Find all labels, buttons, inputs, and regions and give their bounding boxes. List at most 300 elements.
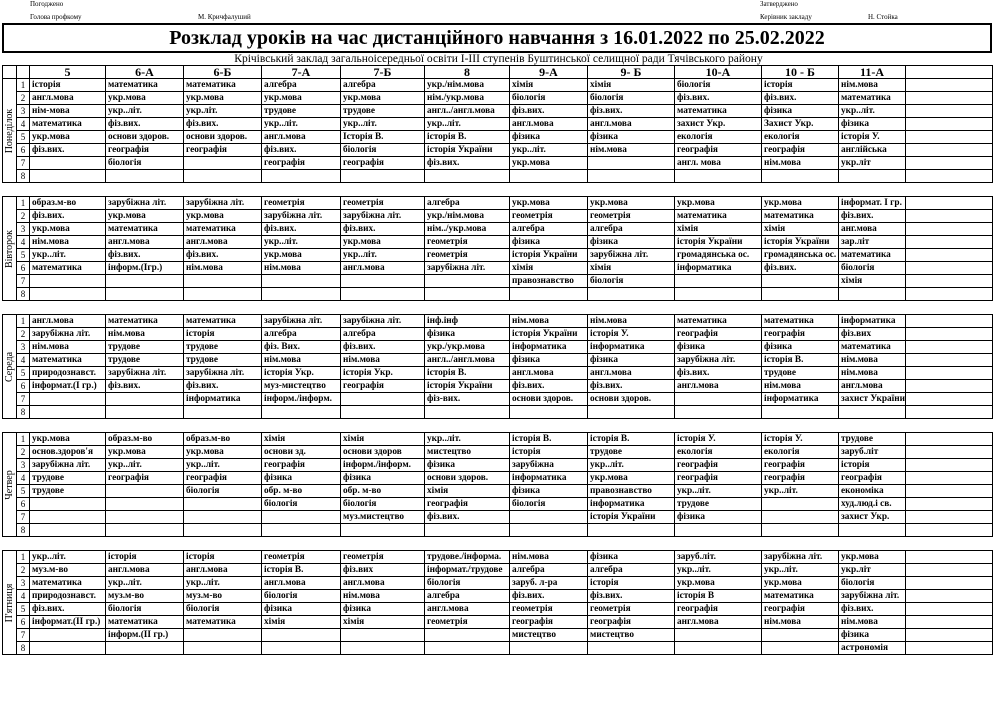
lesson-cell: хімія bbox=[588, 79, 675, 92]
schedule-table bbox=[2, 65, 993, 655]
lesson-cell: фізика bbox=[341, 472, 425, 485]
lesson-cell: фізика bbox=[675, 511, 762, 524]
separator-cell bbox=[3, 537, 993, 551]
empty-cell bbox=[906, 262, 993, 275]
lesson-row bbox=[3, 629, 993, 642]
lesson-cell: зарубіжна літ. bbox=[30, 328, 106, 341]
lesson-cell: економіка bbox=[839, 485, 906, 498]
lesson-cell: алгебра bbox=[425, 197, 510, 210]
lesson-cell: хімія bbox=[262, 433, 341, 446]
lesson-row bbox=[3, 79, 993, 92]
lesson-cell: правознавство bbox=[510, 275, 588, 288]
day-label bbox=[3, 79, 17, 183]
lesson-number: 4 bbox=[17, 118, 30, 131]
lesson-cell: фізика bbox=[510, 485, 588, 498]
lesson-cell: інформат.(ІІ гр.) bbox=[30, 616, 106, 629]
lesson-cell: зарубіжна літ. bbox=[425, 262, 510, 275]
lesson-cell: нім./укр.мова bbox=[425, 92, 510, 105]
lesson-cell: нім.мова bbox=[510, 315, 588, 328]
lesson-cell: укр.мова bbox=[675, 577, 762, 590]
lesson-row bbox=[3, 144, 993, 157]
class-header: 9-А bbox=[510, 66, 588, 79]
lesson-cell: фіз.вих. bbox=[510, 590, 588, 603]
lesson-cell: історія України bbox=[510, 328, 588, 341]
lesson-cell: англ.мова bbox=[675, 380, 762, 393]
lesson-cell: нім.мова bbox=[30, 236, 106, 249]
lesson-cell: алгебра bbox=[262, 328, 341, 341]
lesson-cell: фізика bbox=[675, 341, 762, 354]
lesson-cell: фізика bbox=[425, 328, 510, 341]
lesson-cell: фізика bbox=[762, 341, 839, 354]
lesson-cell: англ.мова bbox=[675, 616, 762, 629]
lesson-cell: основи здоров. bbox=[106, 131, 184, 144]
lesson-cell: фізика bbox=[839, 118, 906, 131]
lesson-cell: математика bbox=[30, 577, 106, 590]
lesson-cell: географія bbox=[675, 144, 762, 157]
lesson-cell: англ.мова bbox=[106, 564, 184, 577]
lesson-number: 8 bbox=[17, 170, 30, 183]
lesson-cell: фізика bbox=[425, 459, 510, 472]
lesson-cell bbox=[184, 275, 262, 288]
lesson-row bbox=[3, 406, 993, 419]
lesson-row bbox=[3, 459, 993, 472]
lesson-cell: географія bbox=[425, 498, 510, 511]
director-label: Керівник закладу bbox=[760, 13, 812, 21]
lesson-cell: історія В. bbox=[588, 433, 675, 446]
lesson-row bbox=[3, 498, 993, 511]
lesson-cell: нім.мова bbox=[839, 354, 906, 367]
lesson-number: 1 bbox=[17, 433, 30, 446]
lesson-cell: укр.мова bbox=[106, 210, 184, 223]
lesson-cell: нім.мова bbox=[839, 616, 906, 629]
lesson-number: 5 bbox=[17, 249, 30, 262]
lesson-cell: фіз.вих. bbox=[425, 511, 510, 524]
day-label bbox=[3, 433, 17, 537]
lesson-cell bbox=[341, 393, 425, 406]
lesson-cell: історія bbox=[184, 551, 262, 564]
lesson-cell: укр..літ. bbox=[588, 459, 675, 472]
lesson-cell: хімія bbox=[341, 433, 425, 446]
lesson-cell: зар.літ bbox=[839, 236, 906, 249]
lesson-cell: інформ./інформ. bbox=[341, 459, 425, 472]
lesson-cell bbox=[588, 170, 675, 183]
lesson-cell: біологія bbox=[341, 498, 425, 511]
lesson-cell: алгебра bbox=[588, 564, 675, 577]
lesson-number: 2 bbox=[17, 564, 30, 577]
lesson-cell: англ. мова bbox=[675, 157, 762, 170]
empty-cell bbox=[906, 498, 993, 511]
lesson-cell bbox=[588, 157, 675, 170]
lesson-cell: географія bbox=[675, 328, 762, 341]
lesson-cell: астрономія bbox=[839, 642, 906, 655]
lesson-cell: нім.мова bbox=[510, 551, 588, 564]
lesson-cell: обр. м-во bbox=[341, 485, 425, 498]
empty-cell bbox=[906, 459, 993, 472]
lesson-cell: зарубіжна літ. bbox=[106, 367, 184, 380]
lesson-cell: англ.мова bbox=[184, 564, 262, 577]
lesson-cell: історія У. bbox=[675, 433, 762, 446]
agreed-label: Погоджено bbox=[30, 0, 64, 8]
lesson-cell: укр.мова bbox=[588, 197, 675, 210]
lesson-cell bbox=[425, 629, 510, 642]
lesson-cell: захист України bbox=[839, 393, 906, 406]
lesson-cell: екологія bbox=[675, 131, 762, 144]
school-name: Крічівський заклад загальноісередньої освіти І-ІІІ ступенів Буштинської селищної ради Тячівського району bbox=[234, 53, 763, 65]
lesson-cell: біологія bbox=[184, 485, 262, 498]
empty-cell bbox=[906, 210, 993, 223]
lesson-cell: біологія bbox=[184, 603, 262, 616]
lesson-cell: укр..літ. bbox=[30, 249, 106, 262]
lesson-cell: зарубіжна літ. bbox=[762, 551, 839, 564]
lesson-cell: укр.мова bbox=[762, 197, 839, 210]
lesson-cell bbox=[184, 629, 262, 642]
lesson-cell bbox=[30, 275, 106, 288]
lesson-row bbox=[3, 590, 993, 603]
lesson-cell: фіз-вих. bbox=[425, 393, 510, 406]
lesson-cell: укр..літ. bbox=[184, 459, 262, 472]
lesson-cell: худ.люд.і св. bbox=[839, 498, 906, 511]
lesson-cell bbox=[341, 275, 425, 288]
separator-cell bbox=[3, 419, 993, 433]
class-header: 6-Б bbox=[184, 66, 262, 79]
lesson-cell bbox=[30, 629, 106, 642]
lesson-cell: зарубіжна bbox=[510, 459, 588, 472]
lesson-cell: укр..літ. bbox=[839, 105, 906, 118]
lesson-cell: історія bbox=[184, 328, 262, 341]
lesson-cell bbox=[510, 524, 588, 537]
empty-cell bbox=[906, 144, 993, 157]
empty-cell bbox=[906, 105, 993, 118]
lesson-cell: укр.мова bbox=[588, 472, 675, 485]
lesson-number: 6 bbox=[17, 498, 30, 511]
separator-cell bbox=[3, 183, 993, 197]
lesson-cell bbox=[106, 511, 184, 524]
lesson-cell: фізика bbox=[510, 354, 588, 367]
lesson-cell bbox=[588, 406, 675, 419]
lesson-cell: укр./нім.мова bbox=[425, 79, 510, 92]
lesson-cell: історія bbox=[839, 459, 906, 472]
director-name: Н. Стойка bbox=[868, 13, 898, 21]
lesson-cell: зарубіжна літ. bbox=[184, 367, 262, 380]
empty-cell bbox=[906, 524, 993, 537]
lesson-cell: муз.м-во bbox=[106, 590, 184, 603]
lesson-cell: історія Укр. bbox=[341, 367, 425, 380]
lesson-number: 4 bbox=[17, 354, 30, 367]
lesson-number: 1 bbox=[17, 551, 30, 564]
lesson-cell: інформатика bbox=[588, 498, 675, 511]
lesson-cell: основи здоров. bbox=[184, 131, 262, 144]
lesson-cell: зарубіжна літ. bbox=[839, 590, 906, 603]
lesson-cell: укр.мова bbox=[341, 236, 425, 249]
lesson-cell: укр.мова bbox=[106, 92, 184, 105]
lesson-cell: трудове bbox=[341, 105, 425, 118]
lesson-cell bbox=[341, 288, 425, 301]
lesson-cell: географія bbox=[675, 603, 762, 616]
empty-cell bbox=[906, 472, 993, 485]
lesson-cell bbox=[184, 157, 262, 170]
lesson-cell: укр..літ. bbox=[425, 118, 510, 131]
lesson-cell bbox=[762, 511, 839, 524]
lesson-cell: фізика bbox=[588, 131, 675, 144]
lesson-cell: основи здоров. bbox=[510, 393, 588, 406]
lesson-cell bbox=[30, 393, 106, 406]
approved-label: Затверджено bbox=[760, 0, 798, 8]
lesson-cell: муз.м-во bbox=[30, 564, 106, 577]
lesson-row bbox=[3, 354, 993, 367]
day-name: Понеділок bbox=[3, 108, 15, 153]
lesson-cell bbox=[341, 406, 425, 419]
lesson-cell: правознавство bbox=[588, 485, 675, 498]
empty-cell bbox=[906, 236, 993, 249]
lesson-row bbox=[3, 210, 993, 223]
lesson-cell: укр.мова bbox=[262, 249, 341, 262]
lesson-cell: історія В. bbox=[762, 354, 839, 367]
lesson-number: 8 bbox=[17, 406, 30, 419]
lesson-cell: нім.мова bbox=[262, 354, 341, 367]
lesson-row bbox=[3, 433, 993, 446]
lesson-cell: англ.мова bbox=[510, 118, 588, 131]
lesson-cell: англ.мова bbox=[341, 577, 425, 590]
lesson-cell: фіз.вих bbox=[839, 328, 906, 341]
lesson-cell: фіз. Вих. bbox=[262, 341, 341, 354]
lesson-cell: інформатика bbox=[588, 341, 675, 354]
lesson-cell: укр.мова bbox=[184, 210, 262, 223]
lesson-cell bbox=[510, 406, 588, 419]
lesson-cell: екологія bbox=[762, 446, 839, 459]
lesson-cell: заруб.літ. bbox=[675, 551, 762, 564]
empty-cell bbox=[906, 642, 993, 655]
lesson-cell: історія bbox=[510, 446, 588, 459]
lesson-cell bbox=[425, 275, 510, 288]
lesson-cell: англ.мова bbox=[510, 367, 588, 380]
lesson-cell: мистецтво bbox=[425, 446, 510, 459]
lesson-cell bbox=[762, 524, 839, 537]
lesson-cell bbox=[106, 393, 184, 406]
lesson-cell bbox=[30, 288, 106, 301]
empty-cell bbox=[906, 66, 993, 79]
lesson-cell bbox=[341, 629, 425, 642]
lesson-cell: історія В. bbox=[425, 131, 510, 144]
lesson-cell: укр..літ. bbox=[262, 118, 341, 131]
lesson-row bbox=[3, 131, 993, 144]
lesson-number: 2 bbox=[17, 328, 30, 341]
lesson-cell: трудове bbox=[675, 498, 762, 511]
lesson-number: 2 bbox=[17, 210, 30, 223]
lesson-cell: фіз.вих. bbox=[341, 341, 425, 354]
lesson-cell: зарубіжна літ. bbox=[262, 315, 341, 328]
day-separator bbox=[3, 419, 993, 433]
empty-cell bbox=[906, 79, 993, 92]
lesson-cell: географія bbox=[839, 472, 906, 485]
lesson-cell: укр..літ. bbox=[106, 105, 184, 118]
day-name: Вівторок bbox=[3, 229, 15, 268]
lesson-cell: екологія bbox=[762, 131, 839, 144]
lesson-cell: укр..літ. bbox=[184, 577, 262, 590]
day-name: Середа bbox=[3, 351, 15, 382]
lesson-cell: зарубіжна літ. bbox=[106, 197, 184, 210]
lesson-cell: трудове bbox=[184, 354, 262, 367]
lesson-cell: укр..літ. bbox=[425, 433, 510, 446]
empty-cell bbox=[906, 433, 993, 446]
lesson-cell: основи здоров. bbox=[588, 393, 675, 406]
lesson-cell bbox=[762, 275, 839, 288]
lesson-cell: укр..літ. bbox=[106, 459, 184, 472]
lesson-cell: трудове bbox=[588, 446, 675, 459]
lesson-cell: історія bbox=[30, 79, 106, 92]
lesson-cell: мистецтво bbox=[588, 629, 675, 642]
lesson-cell: укр./нім.мова bbox=[425, 210, 510, 223]
lesson-cell: нім.мова bbox=[588, 144, 675, 157]
lesson-cell: укр.мова bbox=[30, 223, 106, 236]
lesson-number: 5 bbox=[17, 131, 30, 144]
lesson-cell bbox=[262, 629, 341, 642]
lesson-cell: хімія bbox=[762, 223, 839, 236]
lesson-cell: математика bbox=[839, 92, 906, 105]
lesson-cell: нім.мова bbox=[839, 79, 906, 92]
lesson-cell: укр..літ. bbox=[341, 118, 425, 131]
lesson-cell: географія bbox=[510, 616, 588, 629]
lesson-cell: укр..літ. bbox=[262, 236, 341, 249]
lesson-cell bbox=[425, 406, 510, 419]
lesson-cell: основ.здоров'я bbox=[30, 446, 106, 459]
lesson-cell bbox=[106, 288, 184, 301]
lesson-cell bbox=[106, 275, 184, 288]
lesson-cell: алгебра bbox=[341, 328, 425, 341]
lesson-number: 8 bbox=[17, 642, 30, 655]
lesson-cell: зарубіжна літ. bbox=[341, 210, 425, 223]
lesson-cell: фізика bbox=[839, 629, 906, 642]
lesson-number: 2 bbox=[17, 92, 30, 105]
lesson-cell: трудове./інформа. bbox=[425, 551, 510, 564]
lesson-cell bbox=[510, 170, 588, 183]
lesson-cell: біологія bbox=[510, 498, 588, 511]
lesson-cell: інформат. І гр. bbox=[839, 197, 906, 210]
lesson-cell: фіз.вих. bbox=[106, 249, 184, 262]
lesson-cell: англ.мова bbox=[30, 92, 106, 105]
lesson-cell bbox=[510, 511, 588, 524]
lesson-cell bbox=[425, 288, 510, 301]
lesson-cell: нім.мова bbox=[30, 341, 106, 354]
lesson-cell: укр./укр.мова bbox=[425, 341, 510, 354]
lesson-cell: географія bbox=[762, 472, 839, 485]
lesson-row bbox=[3, 197, 993, 210]
lesson-cell: історія У. bbox=[762, 433, 839, 446]
lesson-cell bbox=[425, 170, 510, 183]
lesson-cell: математика bbox=[675, 315, 762, 328]
lesson-cell: хімія bbox=[262, 616, 341, 629]
lesson-cell: хімія bbox=[341, 616, 425, 629]
lesson-cell: історія В. bbox=[510, 433, 588, 446]
lesson-cell: фіз.вих. bbox=[425, 157, 510, 170]
lesson-cell: фізика bbox=[762, 105, 839, 118]
lesson-row bbox=[3, 524, 993, 537]
lesson-row bbox=[3, 275, 993, 288]
lesson-cell bbox=[675, 288, 762, 301]
class-header: 9- Б bbox=[588, 66, 675, 79]
lesson-cell: мистецтво bbox=[510, 629, 588, 642]
lesson-cell bbox=[30, 511, 106, 524]
lesson-cell: фіз.вих. bbox=[262, 223, 341, 236]
lesson-cell: муз.м-во bbox=[184, 590, 262, 603]
empty-cell bbox=[906, 590, 993, 603]
lesson-cell: укр..літ. bbox=[762, 564, 839, 577]
lesson-cell: фіз.вих. bbox=[30, 144, 106, 157]
lesson-cell: географія bbox=[762, 328, 839, 341]
lesson-row bbox=[3, 170, 993, 183]
lesson-cell: фіз.вих. bbox=[588, 590, 675, 603]
lesson-cell: фіз.вих. bbox=[762, 92, 839, 105]
lesson-cell: біологія bbox=[106, 603, 184, 616]
lesson-cell: фіз.вих. bbox=[30, 210, 106, 223]
lesson-row bbox=[3, 551, 993, 564]
lesson-cell: нім.мова bbox=[762, 616, 839, 629]
lesson-cell: муз.мистецтво bbox=[341, 511, 425, 524]
lesson-cell bbox=[588, 642, 675, 655]
lesson-cell: англ.мова bbox=[839, 380, 906, 393]
lesson-cell: інформ.(ІІ гр.) bbox=[106, 629, 184, 642]
lesson-cell: фіз.вих. bbox=[184, 249, 262, 262]
lesson-row bbox=[3, 603, 993, 616]
lesson-cell: фіз.вих. bbox=[262, 144, 341, 157]
lesson-cell bbox=[510, 288, 588, 301]
lesson-cell: образ.м-во bbox=[106, 433, 184, 446]
lesson-row bbox=[3, 105, 993, 118]
empty-cell bbox=[906, 92, 993, 105]
lesson-cell: англ.мова bbox=[30, 315, 106, 328]
lesson-cell bbox=[341, 170, 425, 183]
lesson-cell: геометрія bbox=[262, 551, 341, 564]
lesson-cell: англ.мова bbox=[588, 367, 675, 380]
lesson-cell bbox=[341, 642, 425, 655]
lesson-cell: англ.мова bbox=[184, 236, 262, 249]
lesson-cell: трудове bbox=[762, 367, 839, 380]
lesson-cell: заруб.літ bbox=[839, 446, 906, 459]
lesson-cell: англ.мова bbox=[341, 262, 425, 275]
empty-cell bbox=[906, 341, 993, 354]
lesson-cell: геометрія bbox=[588, 210, 675, 223]
empty-cell bbox=[906, 367, 993, 380]
lesson-cell: алгебра bbox=[510, 564, 588, 577]
lesson-cell: нім.мова bbox=[262, 262, 341, 275]
lesson-row bbox=[3, 118, 993, 131]
lesson-cell: географія bbox=[184, 144, 262, 157]
lesson-cell: хімія bbox=[510, 79, 588, 92]
lesson-cell bbox=[262, 406, 341, 419]
lesson-cell: геометрія bbox=[341, 551, 425, 564]
lesson-cell: нім.мова bbox=[341, 354, 425, 367]
empty-cell bbox=[906, 603, 993, 616]
lesson-cell: трудове bbox=[184, 341, 262, 354]
lesson-cell: фіз.вих. bbox=[184, 380, 262, 393]
lesson-cell: нім.мова bbox=[762, 157, 839, 170]
lesson-number: 7 bbox=[17, 275, 30, 288]
lesson-cell: укр.мова bbox=[341, 92, 425, 105]
lesson-cell: математика bbox=[675, 105, 762, 118]
lesson-cell bbox=[588, 524, 675, 537]
lesson-cell: алгебра bbox=[425, 590, 510, 603]
lesson-row bbox=[3, 262, 993, 275]
lesson-cell bbox=[262, 275, 341, 288]
lesson-cell: нім.мова bbox=[106, 328, 184, 341]
lesson-cell: англ.мова bbox=[262, 577, 341, 590]
lesson-cell: біологія bbox=[341, 144, 425, 157]
lesson-cell: муз-мистецтво bbox=[262, 380, 341, 393]
lesson-cell bbox=[341, 524, 425, 537]
lesson-cell bbox=[106, 498, 184, 511]
lesson-cell bbox=[762, 642, 839, 655]
lesson-number: 3 bbox=[17, 105, 30, 118]
lesson-cell: геометрія bbox=[425, 616, 510, 629]
